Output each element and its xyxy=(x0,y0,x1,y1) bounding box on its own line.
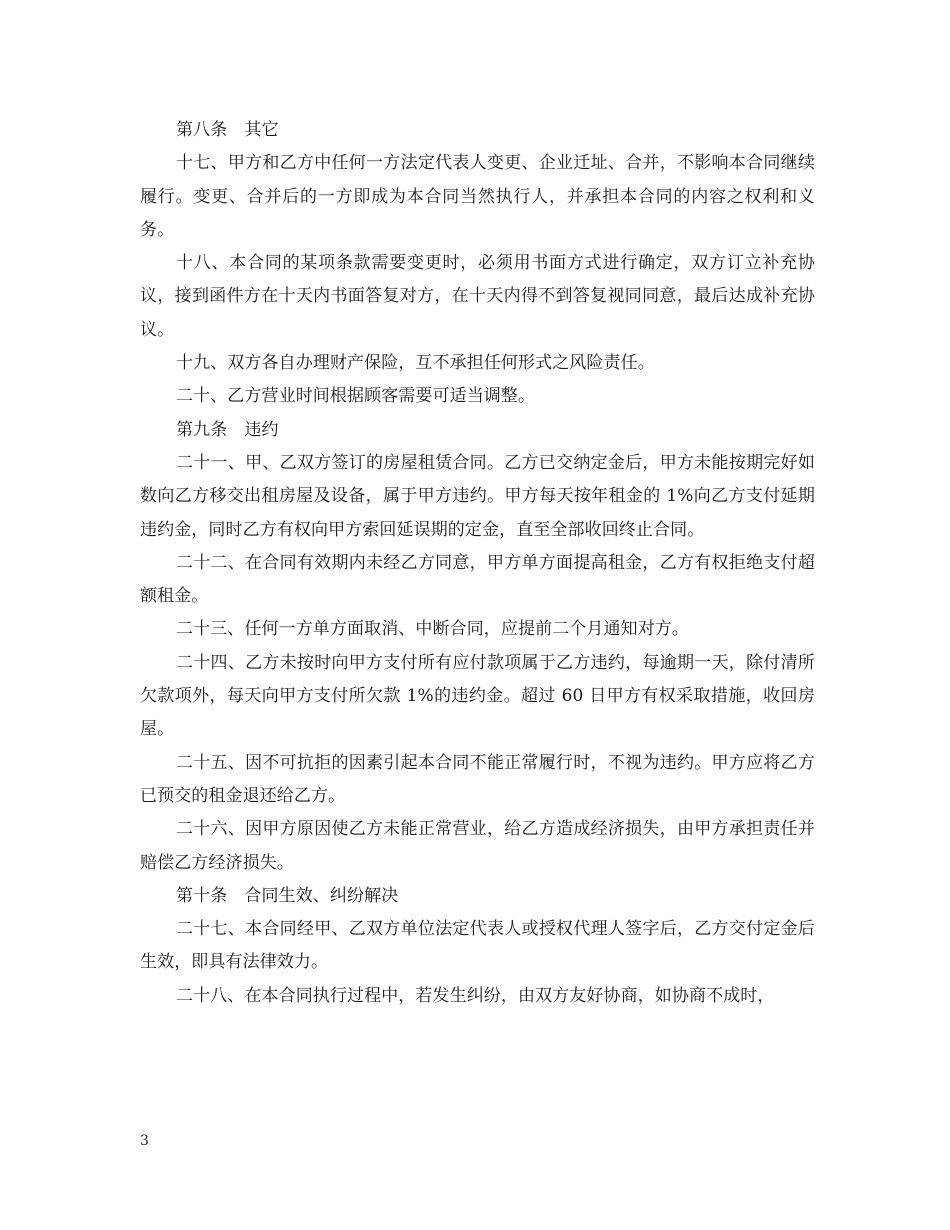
clause-24: 二十四、乙方未按时向甲方支付所有应付款项属于乙方违约，每逾期一天，除付清所欠款项外，每天向甲方支付所欠款 1%的违约金。超过 60 日甲方有权采取措施，收回房屋。 xyxy=(140,652,815,740)
clause-20: 二十、乙方营业时间根据顾客需要可适当调整。 xyxy=(176,386,536,407)
article-9-heading: 第九条 违约 xyxy=(176,419,279,440)
article-10-heading: 第十条 合同生效、纠纷解决 xyxy=(176,885,399,906)
clause-21: 二十一、甲、乙双方签订的房屋租赁合同。乙方已交纳定金后，甲方未能按期完好如数向乙方移交出租房屋及设备，属于甲方违约。甲方每天按年租金的 1%向乙方支付延期违约金，同时乙方有权向甲方索回延误期的定金，直至全部收回终止合同。 xyxy=(140,452,815,540)
clause-23: 二十三、任何一方单方面取消、中断合同，应提前二个月通知对方。 xyxy=(176,619,689,640)
article-8-heading: 第八条 其它 xyxy=(176,120,279,140)
page-number: 3 xyxy=(140,1133,149,1149)
clause-17: 十七、甲方和乙方中任何一方法定代表人变更、企业迁址、合并，不影响本合同继续履行。变更、合并后的一方即成为本合同当然执行人，并承担本合同的内容之权利和义务。 xyxy=(140,153,815,240)
clause-19: 十九、双方各自办理财产保险，互不承担任何形式之风险责任。 xyxy=(176,353,655,374)
clause-28: 二十八、在本合同执行过程中，若发生纠纷，由双方友好协商，如协商不成时， xyxy=(176,985,775,1006)
clause-25: 二十五、因不可抗拒的因素引起本合同不能正常履行时，不视为违约。甲方应将乙方已预交的租金退还给乙方。 xyxy=(140,752,815,806)
clause-27: 二十七、本合同经甲、乙双方单位法定代表人或授权代理人签字后，乙方交付定金后生效，即具有法律效力。 xyxy=(140,919,815,973)
document-body xyxy=(140,114,815,1013)
clause-18: 十八、本合同的某项条款需要变更时，必须用书面方式进行确定，双方订立补充协议，接到函件方在十天内书面答复对方，在十天内得不到答复视同同意，最后达成补充协议。 xyxy=(140,253,815,340)
clause-26: 二十六、因甲方原因使乙方未能正常营业，给乙方造成经济损失，由甲方承担责任并赔偿乙方经济损失。 xyxy=(140,819,815,873)
clause-22: 二十二、在合同有效期内未经乙方同意，甲方单方面提高租金，乙方有权拒绝支付超额租金。 xyxy=(140,552,815,607)
